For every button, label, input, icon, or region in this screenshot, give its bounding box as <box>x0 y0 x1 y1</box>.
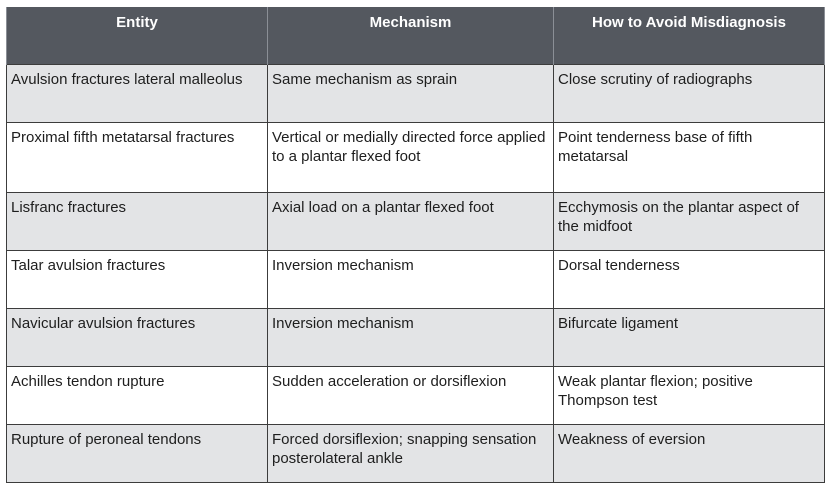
avoid-misdiagnosis-cell: Dorsal tenderness <box>554 250 825 308</box>
entity-cell: Proximal fifth metatarsal fractures <box>7 122 268 192</box>
mechanism-cell: Inversion mechanism <box>268 250 554 308</box>
entity-cell: Lisfranc fractures <box>7 192 268 250</box>
table-row <box>7 64 825 122</box>
mechanism-cell: Vertical or medially directed force applied to a plantar flexed foot <box>268 122 554 192</box>
header-row <box>7 7 825 64</box>
table-row <box>7 424 825 482</box>
table-header <box>7 7 825 64</box>
table-row <box>7 122 825 192</box>
entity-cell: Avulsion fractures lateral malleolus <box>7 64 268 122</box>
avoid-misdiagnosis-cell: Ecchymosis on the plantar aspect of the midfoot <box>554 192 825 250</box>
table-row <box>7 192 825 250</box>
avoid-misdiagnosis-cell: Point tenderness base of fifth metatarsal <box>554 122 825 192</box>
avoid-misdiagnosis-cell: Close scrutiny of radiographs <box>554 64 825 122</box>
mechanism-cell: Same mechanism as sprain <box>268 64 554 122</box>
entity-cell: Rupture of peroneal tendons <box>7 424 268 482</box>
mechanism-cell: Inversion mechanism <box>268 308 554 366</box>
entity-cell: Achilles tendon rupture <box>7 366 268 424</box>
mechanism-cell: Forced dorsiflexion; snapping sensation posterolateral ankle <box>268 424 554 482</box>
avoid-misdiagnosis-cell: Bifurcate ligament <box>554 308 825 366</box>
avoid-misdiagnosis-cell: Weakness of eversion <box>554 424 825 482</box>
table-row <box>7 308 825 366</box>
entity-cell: Talar avulsion fractures <box>7 250 268 308</box>
table-row <box>7 250 825 308</box>
header-avoid-misdiagnosis: How to Avoid Misdiagnosis <box>554 7 825 64</box>
avoid-misdiagnosis-cell: Weak plantar flexion; positive Thompson test <box>554 366 825 424</box>
header-entity: Entity <box>7 7 268 64</box>
table-body <box>7 64 825 482</box>
mechanism-cell: Axial load on a plantar flexed foot <box>268 192 554 250</box>
header-mechanism: Mechanism <box>268 7 554 64</box>
entity-cell: Navicular avulsion fractures <box>7 308 268 366</box>
mechanism-cell: Sudden acceleration or dorsiflexion <box>268 366 554 424</box>
differential-diagnosis-table <box>6 7 825 483</box>
table-row <box>7 366 825 424</box>
